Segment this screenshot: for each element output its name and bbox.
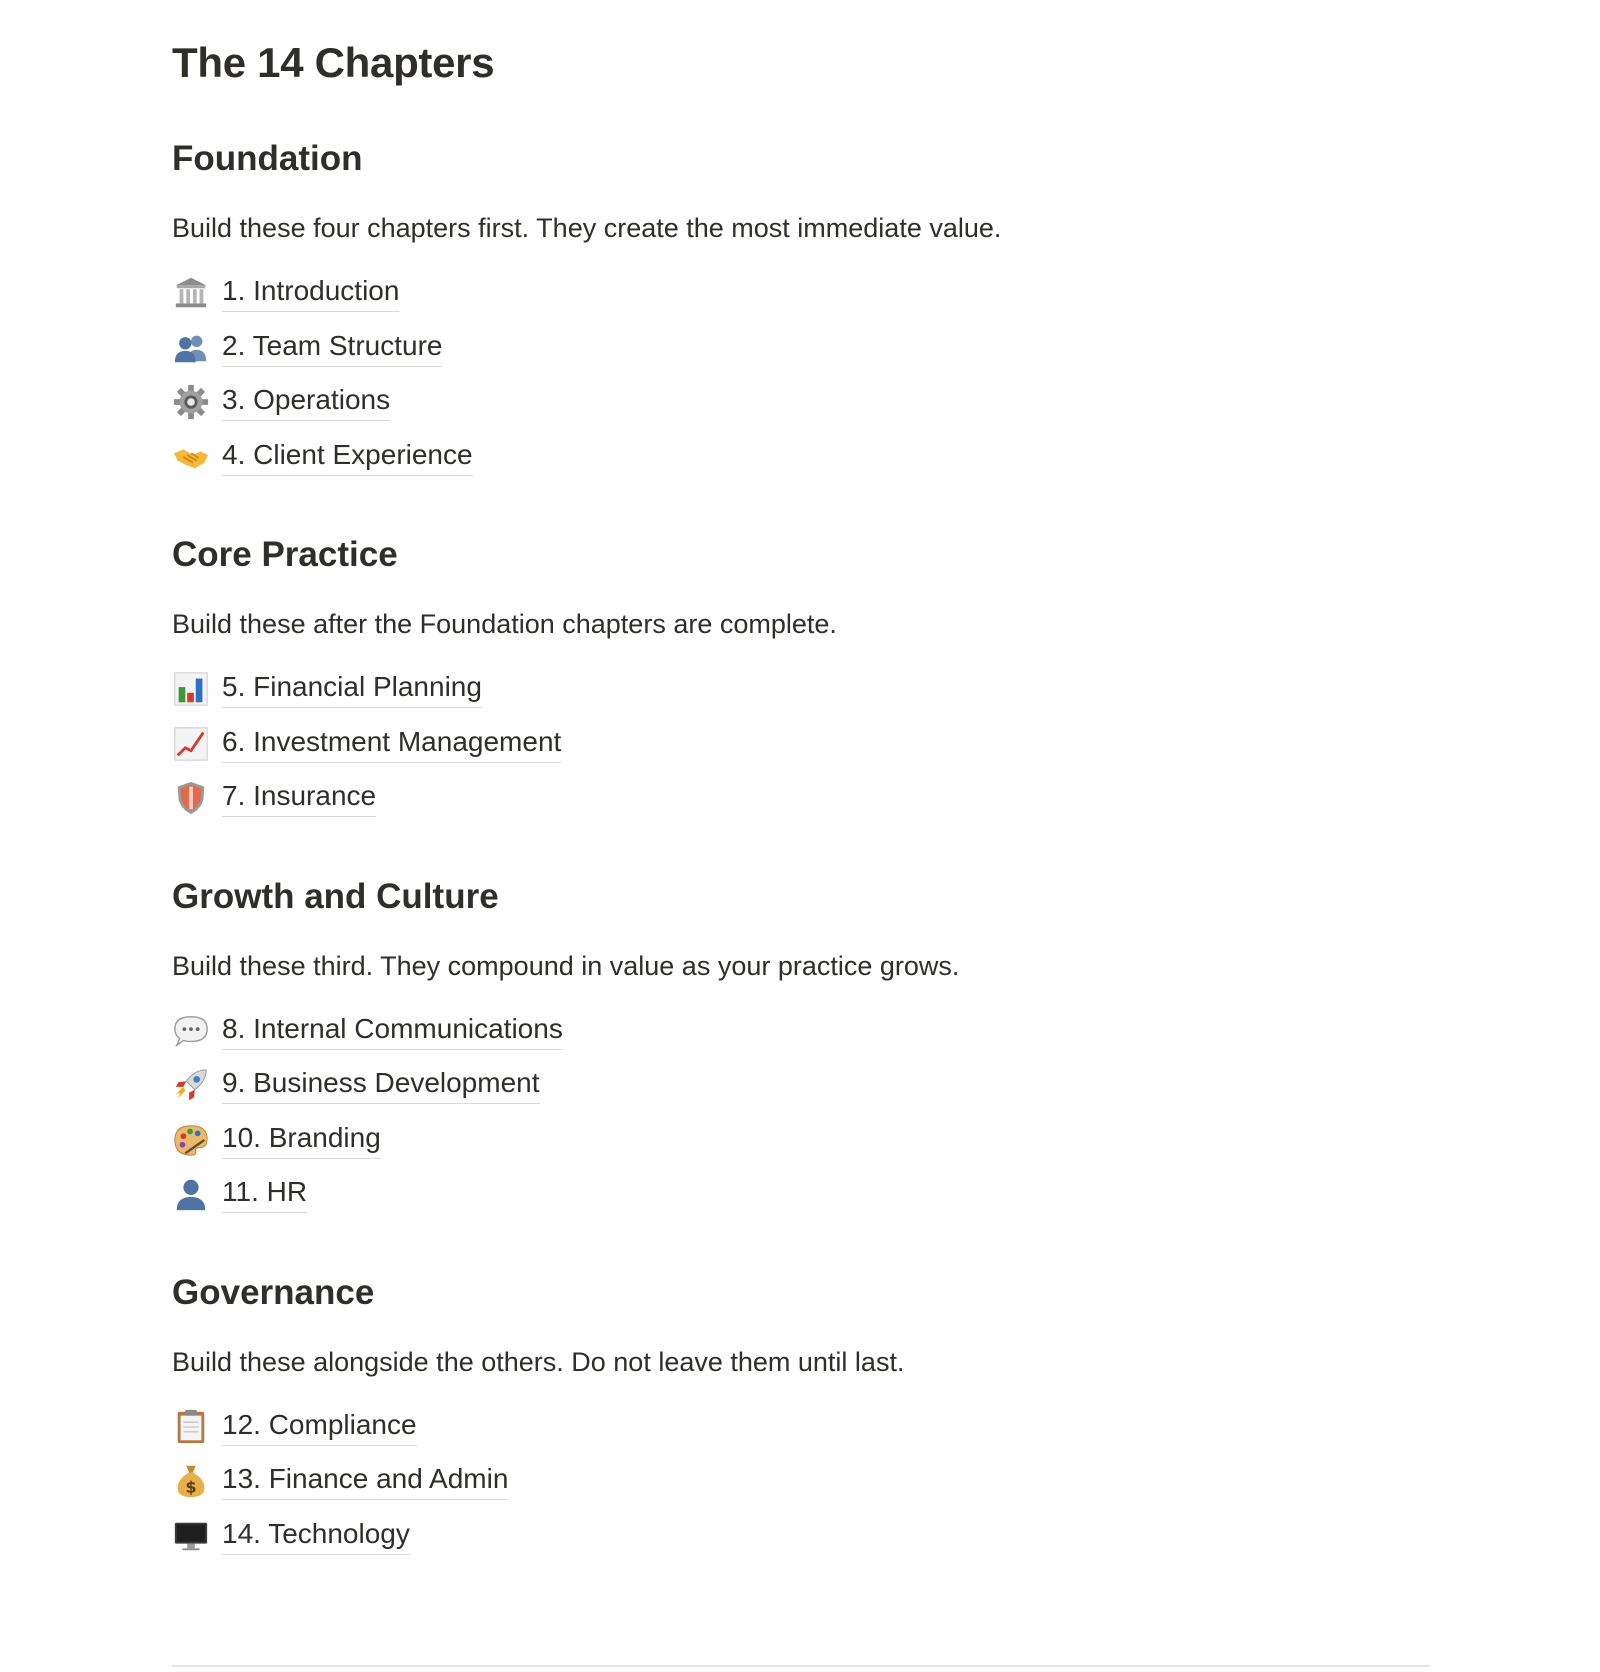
gear-icon bbox=[172, 383, 210, 421]
chapter-link[interactable]: 5. Financial Planning bbox=[222, 670, 482, 708]
page-title: The 14 Chapters bbox=[172, 39, 495, 86]
section-heading: Foundation bbox=[172, 139, 363, 178]
chapter-item bbox=[172, 1454, 1430, 1509]
chapter-item bbox=[172, 717, 1430, 772]
chapter-item bbox=[172, 266, 1430, 321]
rocket-icon bbox=[172, 1066, 210, 1104]
chapter-link[interactable]: 12. Compliance bbox=[222, 1408, 417, 1446]
chapter-link[interactable]: 4. Client Experience bbox=[222, 438, 473, 476]
section-governance bbox=[172, 1272, 1430, 1564]
section-intro: Build these third. They compound in value as your practice grows. bbox=[172, 950, 960, 981]
section-intro: Build these four chapters first. They create the most immediate value. bbox=[172, 213, 1002, 243]
chapter-item bbox=[172, 662, 1430, 717]
chapter-link[interactable]: 8. Internal Communications bbox=[222, 1012, 563, 1050]
chapter-link[interactable]: 2. Team Structure bbox=[222, 329, 442, 367]
svg-text:$: $ bbox=[185, 1477, 197, 1497]
chapter-link[interactable]: 10. Branding bbox=[222, 1121, 381, 1159]
classical-building-icon bbox=[172, 274, 210, 312]
money-bag-icon bbox=[172, 1462, 210, 1500]
chapter-link[interactable]: 7. Insurance bbox=[222, 779, 376, 817]
chapter-item bbox=[172, 1509, 1430, 1564]
chapter-item bbox=[172, 771, 1430, 826]
chapter-item bbox=[172, 1058, 1430, 1113]
chapter-link[interactable]: 6. Investment Management bbox=[222, 725, 561, 763]
divider bbox=[172, 1665, 1430, 1667]
busts-in-silhouette-icon bbox=[172, 329, 210, 367]
bust-in-silhouette-icon bbox=[172, 1175, 210, 1213]
section-heading: Governance bbox=[172, 1272, 375, 1312]
chapter-item bbox=[172, 321, 1430, 376]
chapter-item bbox=[172, 1167, 1430, 1222]
chapter-link[interactable]: 13. Finance and Admin bbox=[222, 1462, 508, 1500]
chapter-list bbox=[172, 1004, 1430, 1222]
chapter-link[interactable]: 3. Operations bbox=[222, 383, 390, 421]
shield-icon bbox=[172, 779, 210, 817]
chapter-list bbox=[172, 1400, 1430, 1564]
section-foundation bbox=[172, 138, 1430, 484]
chapter-item bbox=[172, 1004, 1430, 1059]
chapter-list bbox=[172, 662, 1430, 826]
clipboard-icon bbox=[172, 1408, 210, 1446]
chapter-item bbox=[172, 1113, 1430, 1168]
page-content bbox=[172, 0, 1430, 1563]
chapter-item bbox=[172, 1400, 1430, 1455]
section-heading: Growth and Culture bbox=[172, 876, 499, 916]
chapter-link[interactable]: 14. Technology bbox=[222, 1517, 410, 1555]
speech-balloon-icon bbox=[172, 1012, 210, 1050]
artist-palette-icon bbox=[172, 1121, 210, 1159]
chapter-link[interactable]: 1. Introduction bbox=[222, 274, 399, 312]
handshake-icon bbox=[172, 438, 210, 476]
chapter-link[interactable]: 11. HR bbox=[222, 1175, 307, 1213]
chart-increasing-icon bbox=[172, 725, 210, 763]
section-intro: Build these after the Foundation chapters are complete. bbox=[172, 609, 837, 639]
section-heading: Core Practice bbox=[172, 535, 398, 574]
desktop-computer-icon bbox=[172, 1517, 210, 1555]
section-growth-and-culture bbox=[172, 876, 1430, 1222]
chapter-list bbox=[172, 266, 1430, 484]
bar-chart-icon bbox=[172, 670, 210, 708]
section-core-practice bbox=[172, 534, 1430, 826]
chapter-item bbox=[172, 375, 1430, 430]
section-intro: Build these alongside the others. Do not leave them until last. bbox=[172, 1346, 905, 1377]
chapter-item bbox=[172, 430, 1430, 485]
chapter-link[interactable]: 9. Business Development bbox=[222, 1066, 540, 1104]
